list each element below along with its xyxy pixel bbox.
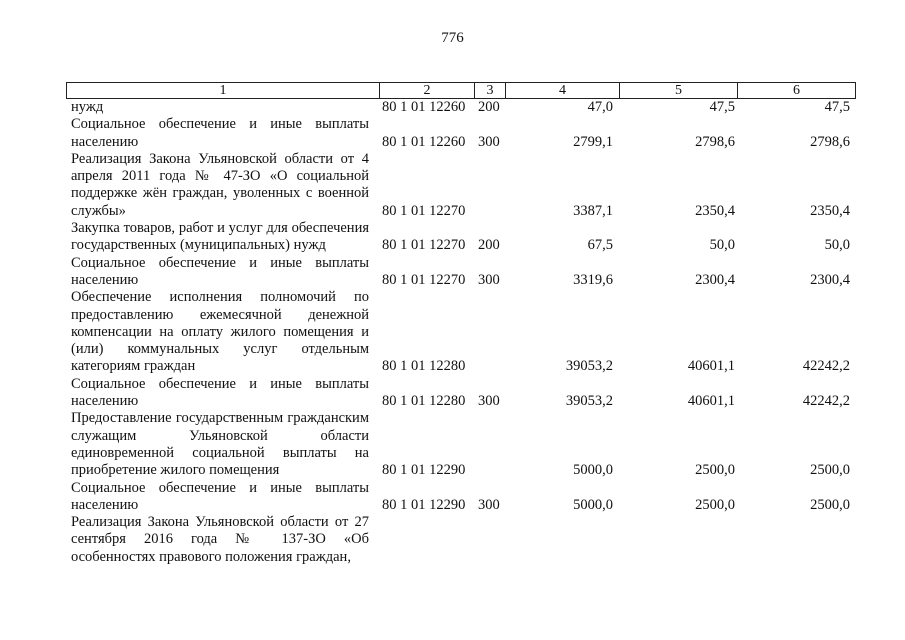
row-description: Социальное обеспечение и иные выплаты населению	[71, 116, 369, 150]
row-value-col5: 47,5	[709, 99, 735, 115]
row-value-col5: 40601,1	[687, 358, 735, 375]
row-value-col4: 3319,6	[573, 271, 613, 288]
row-value-col6: 2500,0	[810, 462, 850, 479]
row-expense-type: 300	[478, 496, 500, 513]
row-value-col6: 42242,2	[802, 358, 850, 375]
table-header	[66, 82, 856, 99]
header-col-1: 1	[67, 83, 380, 98]
table-row	[0, 376, 905, 411]
row-description: Предоставление государственным гражданским служащим Ульяновской области единовременной социальной выплаты на приобретение жилого помещения	[71, 410, 369, 479]
row-description: Реализация Закона Ульяновской области от 27 сентября 2016 года № 137-ЗО «Об особенностях правового положения граждан,	[71, 514, 369, 565]
row-value-col6: 2798,6	[810, 133, 850, 150]
row-code: 80 1 01 12270	[382, 237, 466, 254]
row-value-col5: 2500,0	[695, 496, 735, 513]
table-row	[0, 410, 905, 479]
row-expense-type: 300	[478, 393, 500, 410]
row-value-col4: 47,0	[587, 99, 613, 115]
table-row	[0, 480, 905, 515]
row-description: Социальное обеспечение и иные выплаты населению	[71, 375, 369, 410]
row-value-col5: 40601,1	[687, 393, 735, 410]
header-col-6: 6	[793, 83, 800, 98]
row-description: нужд	[71, 99, 104, 115]
row-value-col4: 39053,2	[565, 358, 613, 375]
row-description: Социальное обеспечение и иные выплаты населению	[71, 254, 369, 288]
row-value-col5: 2798,6	[695, 133, 735, 150]
row-value-col5: 2300,4	[695, 271, 735, 288]
header-col-4: 4	[506, 83, 620, 98]
table-row	[0, 151, 905, 220]
row-value-col5: 2500,0	[695, 462, 735, 479]
row-value-col6: 2350,4	[810, 202, 850, 219]
row-value-col6: 47,5	[824, 99, 850, 115]
row-code: 80 1 01 12260	[382, 133, 466, 150]
row-value-col6: 50,0	[824, 237, 850, 254]
row-value-col4: 39053,2	[565, 393, 613, 410]
row-description: Реализация Закона Ульяновской области от 4 апреля 2011 года № 47-ЗО «О социальной поддержке жён граждан, уволенных с военной службы»	[71, 150, 369, 219]
row-description: Обеспечение исполнения полномочий по предоставлению ежемесячной денежной компенсации на оплату жилого помещения и (или) коммунальных услуг отдельным категориям граждан	[71, 289, 369, 375]
row-description: Закупка товаров, работ и услуг для обеспечения государственных (муниципальных) нужд	[71, 220, 369, 254]
row-value-col5: 50,0	[709, 237, 735, 254]
row-code: 80 1 01 12290	[382, 496, 466, 513]
header-col-5: 5	[620, 83, 738, 98]
row-value-col4: 3387,1	[573, 202, 613, 219]
row-code: 80 1 01 12270	[382, 202, 466, 219]
row-code: 80 1 01 12290	[382, 462, 466, 479]
table-row	[0, 514, 905, 566]
table-row	[0, 116, 905, 151]
row-code: 80 1 01 12280	[382, 358, 466, 375]
row-value-col6: 2300,4	[810, 271, 850, 288]
row-value-col6: 42242,2	[802, 393, 850, 410]
row-code: 80 1 01 12270	[382, 271, 466, 288]
table-row	[0, 255, 905, 290]
row-value-col4: 67,5	[587, 237, 613, 254]
row-expense-type: 300	[478, 271, 500, 288]
row-expense-type: 200	[478, 237, 500, 254]
row-value-col6: 2500,0	[810, 496, 850, 513]
row-value-col5: 2350,4	[695, 202, 735, 219]
row-expense-type: 200	[478, 99, 500, 115]
page-number: 776	[441, 30, 464, 46]
row-value-col4: 2799,1	[573, 133, 613, 150]
header-col-3: 3	[475, 83, 506, 98]
row-expense-type: 300	[478, 133, 500, 150]
table-row	[0, 289, 905, 375]
table-body	[0, 99, 905, 566]
header-col-2: 2	[380, 83, 475, 98]
table-row	[0, 99, 905, 116]
table-row	[0, 220, 905, 255]
row-value-col4: 5000,0	[573, 496, 613, 513]
row-code: 80 1 01 12280	[382, 393, 466, 410]
row-description: Социальное обеспечение и иные выплаты населению	[71, 479, 369, 513]
row-value-col4: 5000,0	[573, 462, 613, 479]
row-code: 80 1 01 12260	[382, 99, 466, 115]
